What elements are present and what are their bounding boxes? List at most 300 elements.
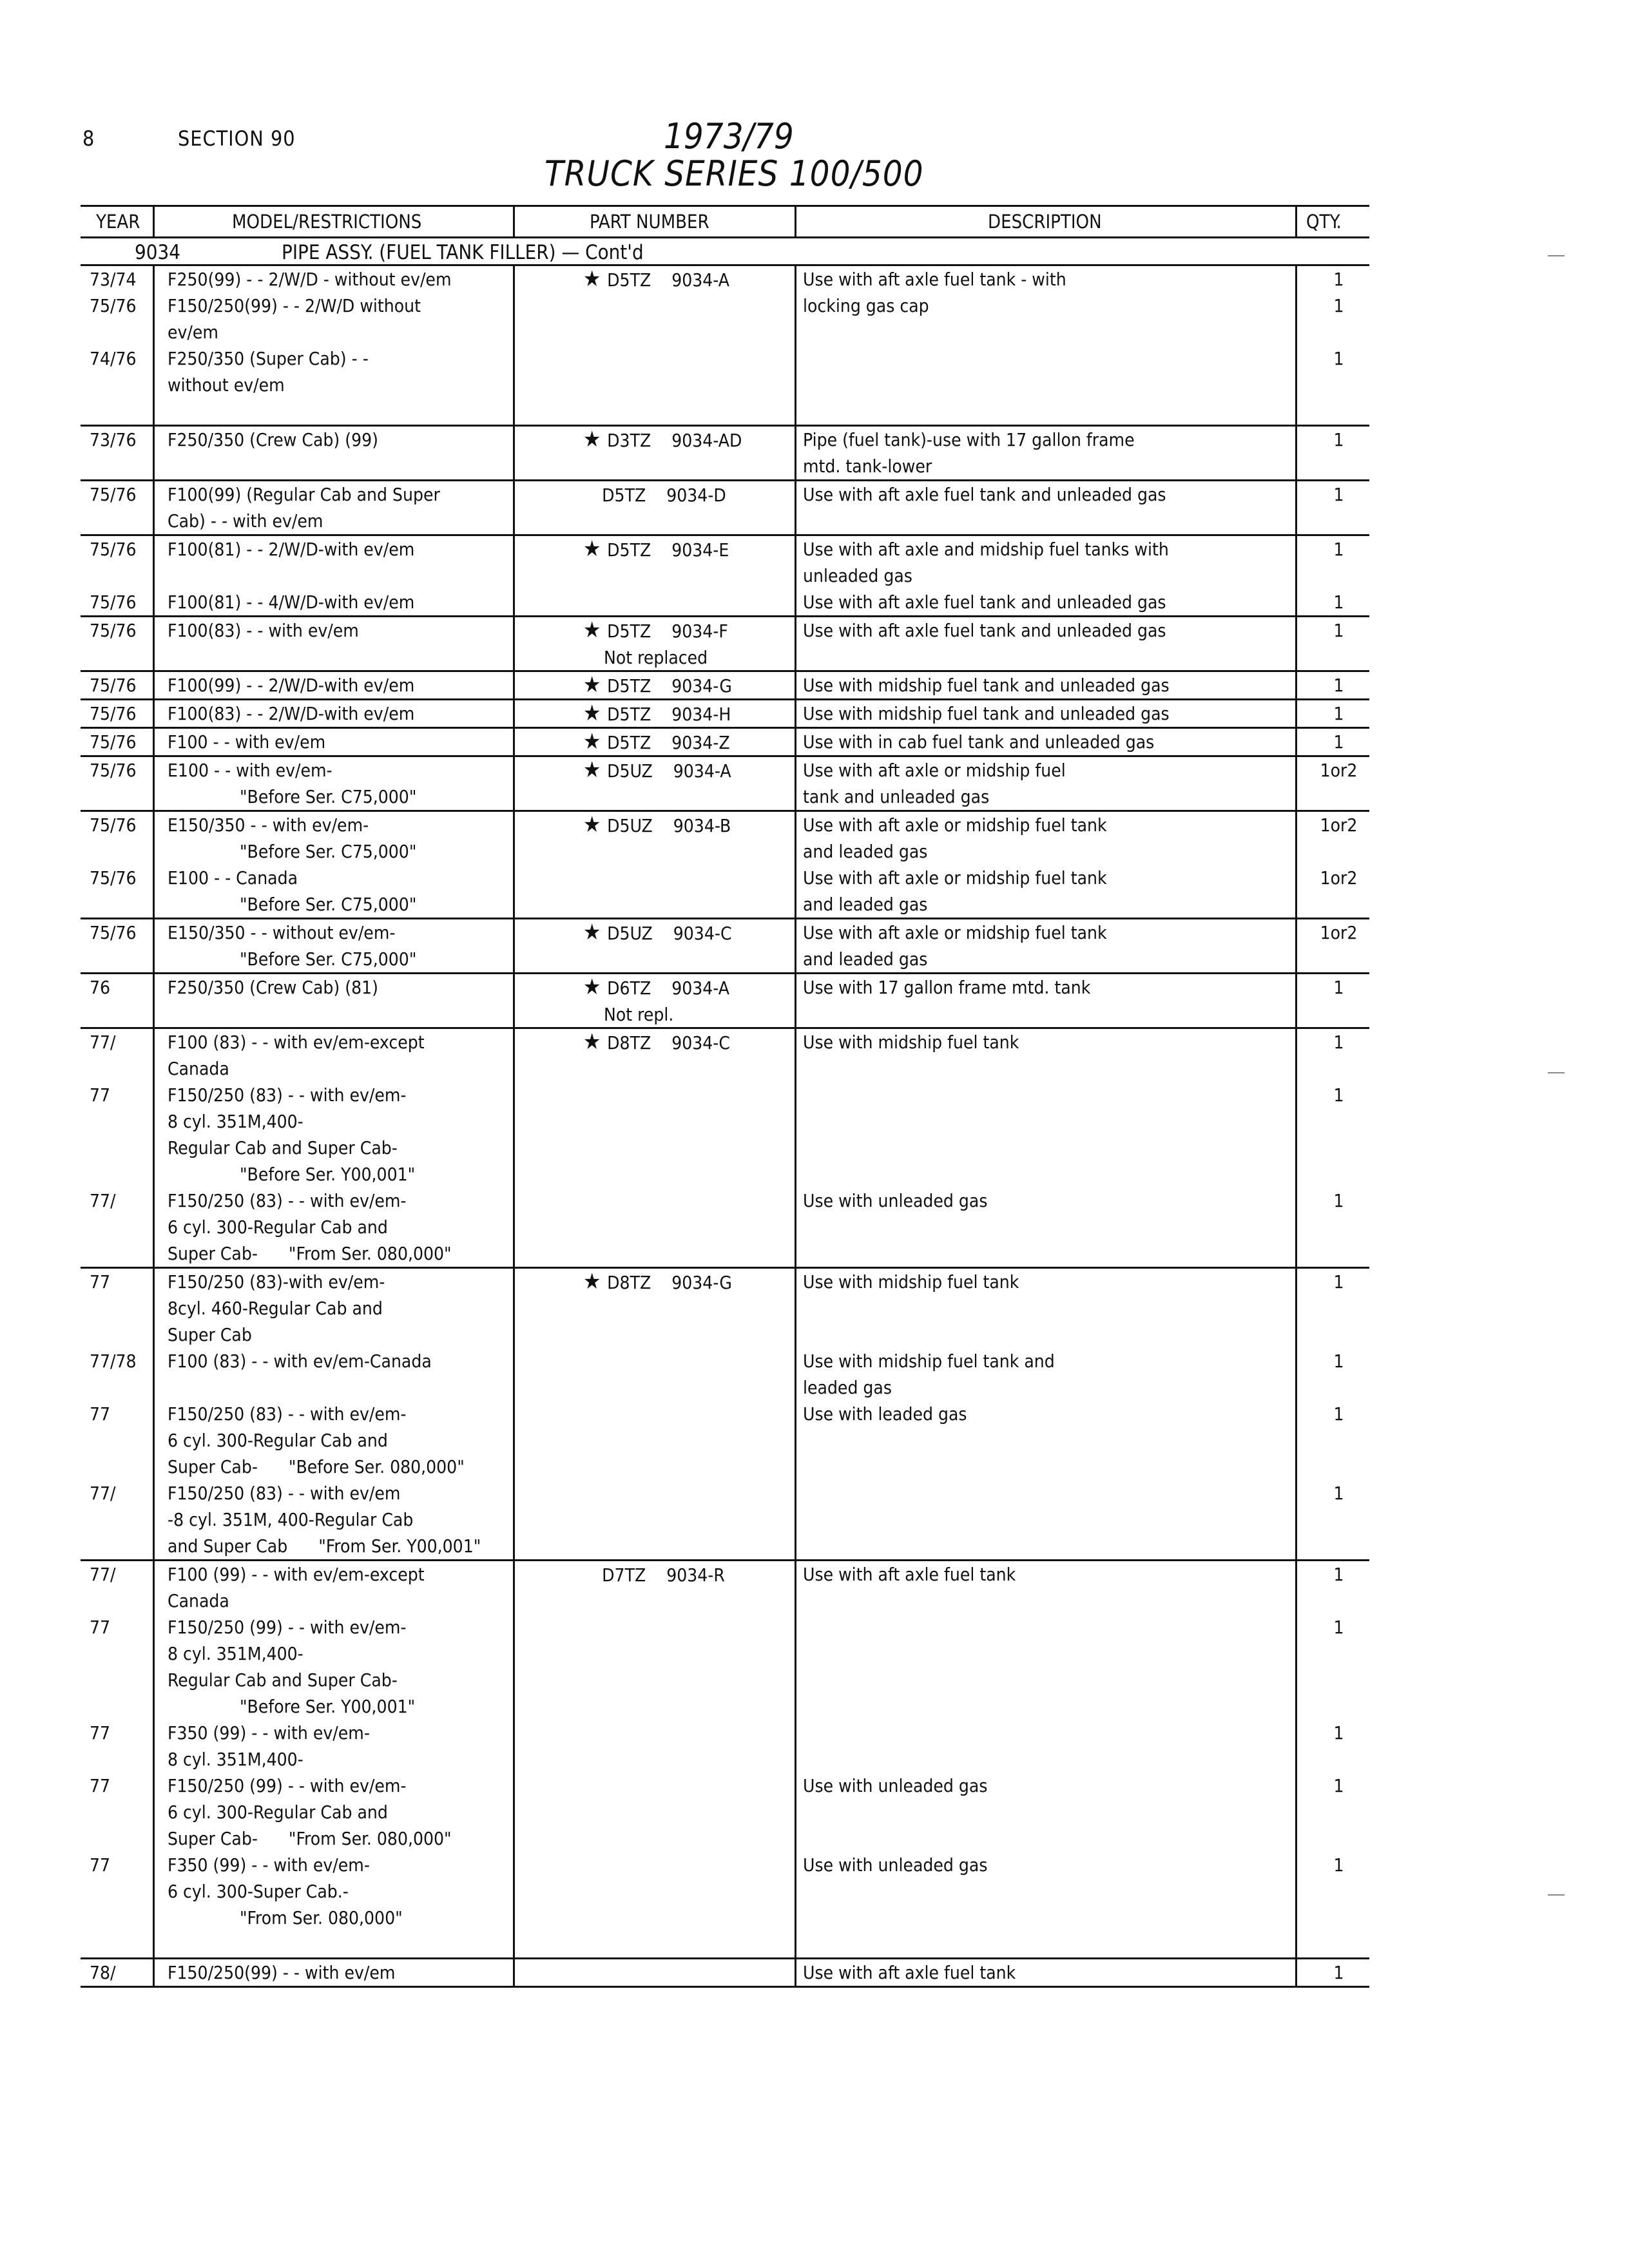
year-cell-line xyxy=(90,1321,154,1348)
model-cell-line: E100 - - with ev/em- xyxy=(168,760,333,781)
table-row xyxy=(81,266,1369,427)
description-cell-line xyxy=(803,1135,1312,1161)
year-cell-line xyxy=(90,1667,154,1693)
year-cell-line: 73/76 xyxy=(90,429,137,450)
qty-cell-line xyxy=(1308,1161,1369,1187)
star-icon: ★ xyxy=(583,700,608,726)
star-icon: ★ xyxy=(583,617,608,643)
model-cell-line: F150/250(99) - - with ev/em xyxy=(168,1962,396,1983)
model-cell-line: F150/250 (83) - - with ev/em- xyxy=(168,1084,407,1106)
star-icon: ★ xyxy=(583,1269,608,1294)
description-cell xyxy=(803,757,1312,810)
description-cell-line xyxy=(803,1614,1312,1640)
star-icon: ★ xyxy=(583,757,608,783)
year-cell-line: 77/ xyxy=(90,1483,116,1504)
qty-cell-line: 1 xyxy=(1333,1483,1344,1504)
description-cell-line: Use with aft axle fuel tank and unleaded gas xyxy=(803,591,1166,613)
table-row xyxy=(81,812,1369,919)
group-code: 9034 xyxy=(135,241,180,264)
year-cell-line xyxy=(90,1825,154,1852)
model-cell-line: 8 cyl. 351M,400- xyxy=(168,1111,304,1132)
description-cell-line: Use with midship fuel tank and unleaded gas xyxy=(803,675,1170,696)
description-cell-line: Use with aft axle fuel tank xyxy=(803,1962,1016,1983)
qty-cell-line: 1 xyxy=(1333,1564,1344,1585)
qty-cell-line xyxy=(1308,1454,1369,1480)
model-cell-line: 6 cyl. 300-Regular Cab and xyxy=(168,1216,388,1238)
part-number-text: D5UZ 9034-C xyxy=(607,923,732,944)
star-icon: ★ xyxy=(583,266,608,292)
qty-cell-line xyxy=(1308,319,1369,345)
qty-cell xyxy=(1308,427,1369,453)
year-cell-line: 77 xyxy=(90,1617,111,1638)
col-year-header: YEAR xyxy=(96,211,140,233)
description-cell-line xyxy=(803,1746,1312,1773)
year-cell-line: 75/76 xyxy=(90,295,137,316)
year-cell-line: 75/76 xyxy=(90,484,137,505)
description-cell xyxy=(803,1561,1312,1878)
model-cell-line: "From Ser. 080,000" xyxy=(168,1907,403,1928)
description-cell-line xyxy=(803,1161,1312,1187)
description-cell xyxy=(803,672,1312,698)
year-cell-line: 75/76 xyxy=(90,539,137,560)
qty-cell-line: 1 xyxy=(1333,703,1344,724)
qty-cell xyxy=(1308,919,1369,946)
year-cell xyxy=(90,974,154,1001)
year-cell-line: 77 xyxy=(90,1271,111,1293)
year-cell xyxy=(90,812,154,891)
qty-cell-line: 1 xyxy=(1333,1962,1344,1983)
part-number-text xyxy=(602,1963,607,1984)
model-cell-line: F250/350 (Crew Cab) (99) xyxy=(168,429,378,450)
model-cell-line: F250/350 (Super Cab) - - xyxy=(168,348,369,369)
page-number: 8 xyxy=(82,126,95,151)
table-row xyxy=(81,481,1369,536)
model-cell-line: Canada xyxy=(168,1590,229,1611)
year-cell-line xyxy=(90,1746,154,1773)
part-number-text: D5TZ 9034-G xyxy=(607,675,732,697)
description-cell-line: Use with midship fuel tank xyxy=(803,1271,1019,1293)
model-cell-line: F100(81) - - 2/W/D-with ev/em xyxy=(168,539,415,560)
year-cell-line: 76 xyxy=(90,977,111,998)
description-cell-line xyxy=(803,1825,1312,1852)
qty-cell-line: 1 xyxy=(1333,269,1344,290)
margin-mark xyxy=(1548,1072,1565,1073)
star-icon: ★ xyxy=(583,974,608,1000)
model-cell-line: 6 cyl. 300-Regular Cab and xyxy=(168,1802,388,1823)
model-cell-line: F150/250 (83) - - with ev/em- xyxy=(168,1190,407,1211)
part-number-text: D8TZ 9034-C xyxy=(607,1032,730,1053)
model-cell xyxy=(168,1029,580,1267)
col-part-header: PART NUMBER xyxy=(590,211,709,233)
table-row xyxy=(81,1029,1369,1269)
year-cell xyxy=(90,427,154,453)
description-cell-line xyxy=(803,1055,1312,1082)
model-cell-line: F100(83) - - 2/W/D-with ev/em xyxy=(168,703,415,724)
description-cell-line: tank and unleaded gas xyxy=(803,786,990,807)
qty-cell-line: 1or2 xyxy=(1320,867,1358,889)
year-cell-line: 77/ xyxy=(90,1190,116,1211)
title-years: 1973/79 xyxy=(664,116,794,157)
model-cell-line xyxy=(168,562,580,589)
year-cell-line: 75/76 xyxy=(90,814,137,836)
qty-cell xyxy=(1308,617,1369,644)
description-cell xyxy=(803,974,1312,1001)
model-cell-line: E150/350 - - without ev/em- xyxy=(168,922,396,943)
description-cell-line xyxy=(803,1693,1312,1720)
qty-cell-line: 1 xyxy=(1333,1403,1344,1425)
description-cell-line xyxy=(803,1799,1312,1825)
qty-cell-line: 1 xyxy=(1333,1190,1344,1211)
qty-cell-line: 1 xyxy=(1333,591,1344,613)
year-cell-line: 77 xyxy=(90,1084,111,1106)
qty-cell-line: 1 xyxy=(1333,484,1344,505)
model-cell-line: F100 (83) - - with ev/em-Canada xyxy=(168,1350,432,1372)
model-cell-line: "Before Ser. C75,000" xyxy=(168,948,417,970)
description-cell-line: Use with in cab fuel tank and unleaded gas xyxy=(803,731,1155,753)
description-cell-line xyxy=(803,1108,1312,1135)
table-row xyxy=(81,427,1369,481)
description-cell-line: unleaded gas xyxy=(803,565,912,586)
part-number-text: Not replaced xyxy=(604,647,708,668)
description-cell-line: Use with aft axle or midship fuel xyxy=(803,760,1066,781)
part-number-text: D5UZ 9034-B xyxy=(607,815,731,836)
qty-cell xyxy=(1308,672,1369,698)
table-row xyxy=(81,1561,1369,1959)
description-cell-line xyxy=(803,1082,1312,1108)
star-icon xyxy=(583,1959,602,1985)
model-cell xyxy=(168,700,580,727)
qty-cell xyxy=(1308,1959,1369,1986)
table-row xyxy=(81,672,1369,700)
qty-cell-line xyxy=(1308,1588,1369,1614)
description-cell-line: Use with aft axle fuel tank - with xyxy=(803,269,1066,290)
col-description-header: DESCRIPTION xyxy=(988,211,1102,233)
qty-cell-line: 1 xyxy=(1333,1722,1344,1744)
description-cell-line xyxy=(803,1588,1312,1614)
model-cell-line: F150/250 (83)-with ev/em- xyxy=(168,1271,385,1293)
table-row xyxy=(81,617,1369,672)
description-cell-line: Use with aft axle fuel tank and unleaded gas xyxy=(803,484,1166,505)
description-cell-line xyxy=(803,1295,1312,1321)
year-cell-line xyxy=(90,1878,154,1905)
qty-cell-line xyxy=(1308,1427,1369,1454)
description-cell-line: and leaded gas xyxy=(803,894,928,915)
model-cell-line: 8cyl. 460-Regular Cab and xyxy=(168,1298,383,1319)
qty-cell-line: 1 xyxy=(1333,731,1344,753)
qty-cell-line xyxy=(1308,1667,1369,1693)
description-cell-line: and leaded gas xyxy=(803,948,928,970)
model-cell-line: Super Cab- "Before Ser. 080,000" xyxy=(168,1456,465,1477)
year-cell-line: 77/ xyxy=(90,1564,116,1585)
part-number-text: Not repl. xyxy=(604,1004,674,1025)
group-heading xyxy=(81,238,1369,266)
part-note xyxy=(583,644,867,671)
year-cell-line: 75/76 xyxy=(90,731,137,753)
star-icon xyxy=(583,481,602,507)
part-number-text: D5TZ 9034-E xyxy=(607,539,729,561)
year-cell-line: 77 xyxy=(90,1775,111,1796)
qty-cell-line xyxy=(1308,562,1369,589)
description-cell xyxy=(803,729,1312,755)
description-cell-line: locking gas cap xyxy=(803,295,929,316)
description-cell xyxy=(803,1029,1312,1214)
model-cell-line: Super Cab xyxy=(168,1324,252,1345)
year-cell xyxy=(90,757,154,783)
model-cell-line: "Before Ser. C75,000" xyxy=(168,894,417,915)
part-number-text: D5TZ 9034-F xyxy=(607,620,728,642)
model-cell-line xyxy=(168,1374,580,1401)
description-cell-line: Use with midship fuel tank and xyxy=(803,1350,1055,1372)
year-cell xyxy=(90,1269,154,1506)
col-model-header: MODEL/RESTRICTIONS xyxy=(232,211,422,233)
description-cell xyxy=(803,266,1312,319)
model-cell-line: F100 (99) - - with ev/em-except xyxy=(168,1564,425,1585)
description-cell-line: Use with aft axle or midship fuel tank xyxy=(803,814,1107,836)
model-cell xyxy=(168,481,580,534)
model-cell-line: F150/250 (99) - - with ev/em- xyxy=(168,1775,407,1796)
description-cell-line: Use with leaded gas xyxy=(803,1403,967,1425)
model-cell-line: F100(99) - - 2/W/D-with ev/em xyxy=(168,675,415,696)
description-cell xyxy=(803,1959,1312,1986)
model-cell-line: F100 - - with ev/em xyxy=(168,731,326,753)
model-cell-line: Super Cab- "From Ser. 080,000" xyxy=(168,1243,452,1264)
year-cell-line: 75/76 xyxy=(90,591,137,613)
table-row xyxy=(81,729,1369,757)
year-cell xyxy=(90,1959,154,1986)
model-cell-line: 8 cyl. 351M,400- xyxy=(168,1643,304,1664)
model-cell-line: F150/250(99) - - 2/W/D without xyxy=(168,295,421,316)
table-row xyxy=(81,700,1369,729)
qty-cell-line xyxy=(1308,838,1369,865)
year-cell xyxy=(90,729,154,755)
qty-cell-line: 1 xyxy=(1333,620,1344,641)
description-cell xyxy=(803,427,1312,479)
description-cell xyxy=(803,536,1312,615)
description-cell-line xyxy=(803,1321,1312,1348)
qty-cell xyxy=(1308,757,1369,783)
description-cell xyxy=(803,617,1312,644)
star-icon: ★ xyxy=(583,672,608,698)
star-icon: ★ xyxy=(583,427,608,452)
year-cell-line: 77 xyxy=(90,1854,111,1876)
model-cell-line: ev/em xyxy=(168,322,218,343)
qty-cell-line xyxy=(1308,1055,1369,1082)
qty-cell-line: 1 xyxy=(1333,1775,1344,1796)
model-cell xyxy=(168,1959,580,1986)
model-cell-line: Cab) - - with ev/em xyxy=(168,510,323,532)
qty-cell-line: 1 xyxy=(1333,295,1344,316)
year-cell xyxy=(90,481,154,508)
group-title: PIPE ASSY. (FUEL TANK FILLER) — Cont'd xyxy=(282,241,644,264)
description-cell-line xyxy=(803,1640,1312,1667)
year-cell-line: 75/76 xyxy=(90,922,137,943)
part-number-text: D6TZ 9034-A xyxy=(607,977,729,999)
part-number-text: D5TZ 9034-D xyxy=(602,485,726,506)
parts-table xyxy=(81,205,1369,1988)
qty-cell-line: 1 xyxy=(1333,539,1344,560)
section-label: SECTION 90 xyxy=(178,126,296,151)
model-cell-line: F350 (99) - - with ev/em- xyxy=(168,1722,370,1744)
model-cell-line: -8 cyl. 351M, 400-Regular Cab xyxy=(168,1509,414,1530)
year-cell-line: 74/76 xyxy=(90,348,137,369)
model-cell-line: and Super Cab "From Ser. Y00,001" xyxy=(168,1535,481,1557)
qty-cell-line: 1 xyxy=(1333,1032,1344,1053)
model-cell xyxy=(168,672,580,698)
description-cell xyxy=(803,919,1312,972)
qty-cell-line: 1 xyxy=(1333,1271,1344,1293)
qty-cell-line: 1 xyxy=(1333,1350,1344,1372)
year-cell-line xyxy=(90,1931,154,1957)
model-cell-line: E100 - - Canada xyxy=(168,867,298,889)
year-cell xyxy=(90,617,154,644)
year-cell xyxy=(90,672,154,698)
table-row xyxy=(81,1959,1369,1988)
description-cell xyxy=(803,812,1312,918)
description-cell-line: Use with aft axle or midship fuel tank xyxy=(803,867,1107,889)
model-cell-line: "Before Ser. C75,000" xyxy=(168,841,417,862)
table-header xyxy=(81,205,1369,238)
description-cell-line: Use with 17 gallon frame mtd. tank xyxy=(803,977,1091,998)
part-number-text: D5TZ 9034-A xyxy=(607,269,729,291)
qty-cell-line xyxy=(1308,1321,1369,1348)
model-cell-line: F150/250 (99) - - with ev/em- xyxy=(168,1617,407,1638)
star-icon: ★ xyxy=(583,919,608,945)
part-number-text: D3TZ 9034-AD xyxy=(607,430,742,451)
model-cell-line: F250(99) - - 2/W/D - without ev/em xyxy=(168,269,452,290)
year-cell-line xyxy=(90,838,154,865)
model-cell xyxy=(168,1561,580,1931)
description-cell xyxy=(803,1269,1312,1427)
year-cell-line xyxy=(90,1905,154,1931)
year-cell-line xyxy=(90,1427,154,1454)
qty-cell xyxy=(1308,536,1369,615)
title-series: TRUCK SERIES 100/500 xyxy=(545,153,924,194)
qty-cell-line: 1or2 xyxy=(1320,760,1358,781)
description-cell-line: Pipe (fuel tank)-use with 17 gallon frame xyxy=(803,429,1135,450)
model-cell xyxy=(168,536,580,615)
qty-cell-line xyxy=(1308,1799,1369,1825)
star-icon: ★ xyxy=(583,536,608,562)
description-cell-line: Use with aft axle or midship fuel tank xyxy=(803,922,1107,943)
model-cell-line: F100(83) - - with ev/em xyxy=(168,620,359,641)
model-cell-line: F100(99) (Regular Cab and Super xyxy=(168,484,440,505)
model-cell-line: F100 (83) - - with ev/em-except xyxy=(168,1032,425,1053)
star-icon: ★ xyxy=(583,729,608,754)
model-cell-line: F100(81) - - 4/W/D-with ev/em xyxy=(168,591,415,613)
year-cell-line: 75/76 xyxy=(90,703,137,724)
year-cell xyxy=(90,1029,154,1214)
model-cell xyxy=(168,974,580,1001)
year-cell-line xyxy=(90,1135,154,1161)
margin-mark xyxy=(1548,1894,1565,1896)
part-number-text: D8TZ 9034-G xyxy=(607,1272,732,1293)
description-cell-line: and leaded gas xyxy=(803,841,928,862)
model-cell-line: without ev/em xyxy=(168,374,285,396)
description-cell-line: Use with midship fuel tank xyxy=(803,1032,1019,1053)
year-cell-line xyxy=(90,1374,154,1401)
description-cell-line: Use with midship fuel tank and unleaded gas xyxy=(803,703,1170,724)
model-cell xyxy=(168,266,580,398)
star-icon xyxy=(583,1561,602,1587)
description-cell-line: mtd. tank-lower xyxy=(803,456,932,477)
model-cell-line: Canada xyxy=(168,1058,229,1079)
qty-cell-line: 1or2 xyxy=(1320,814,1358,836)
description-cell-line: Use with aft axle fuel tank and unleaded gas xyxy=(803,620,1166,641)
year-cell-line xyxy=(90,1799,154,1825)
description-cell xyxy=(803,700,1312,727)
model-cell xyxy=(168,919,580,972)
description-cell-line: Use with unleaded gas xyxy=(803,1775,988,1796)
qty-cell xyxy=(1308,729,1369,755)
year-cell-line: 78/ xyxy=(90,1962,116,1983)
year-cell-line xyxy=(90,1055,154,1082)
year-cell-line: 75/76 xyxy=(90,620,137,641)
model-cell xyxy=(168,427,580,453)
model-cell-line: 6 cyl. 300-Super Cab.- xyxy=(168,1881,349,1902)
qty-cell xyxy=(1308,1269,1369,1506)
part-number-text: D5TZ 9034-H xyxy=(607,704,731,725)
table-row xyxy=(81,757,1369,812)
model-cell-line: "Before Ser. Y00,001" xyxy=(168,1164,416,1185)
year-cell-line: 77 xyxy=(90,1722,111,1744)
star-icon: ★ xyxy=(583,812,608,838)
model-cell-line: F350 (99) - - with ev/em- xyxy=(168,1854,370,1876)
qty-cell-line: 1 xyxy=(1333,675,1344,696)
table-row xyxy=(81,536,1369,617)
model-cell-line: "Before Ser. Y00,001" xyxy=(168,1696,416,1717)
year-cell-line: 75/76 xyxy=(90,867,137,889)
qty-cell xyxy=(1308,1029,1369,1214)
margin-mark xyxy=(1548,255,1565,256)
qty-cell-line: 1 xyxy=(1333,348,1344,369)
qty-cell xyxy=(1308,812,1369,891)
year-cell-line xyxy=(90,1640,154,1667)
qty-cell-line xyxy=(1308,1135,1369,1161)
year-cell xyxy=(90,266,154,372)
model-cell xyxy=(168,729,580,755)
qty-cell-line xyxy=(1308,1825,1369,1852)
qty-cell-line xyxy=(1308,1746,1369,1773)
year-cell-line: 77 xyxy=(90,1403,111,1425)
year-cell xyxy=(90,919,154,946)
model-cell xyxy=(168,617,580,644)
qty-cell xyxy=(1308,700,1369,727)
part-number-text: D7TZ 9034-R xyxy=(602,1564,725,1586)
qty-cell-line: 1or2 xyxy=(1320,922,1358,943)
year-cell xyxy=(90,536,154,615)
model-cell-line: F150/250 (83) - - with ev/em- xyxy=(168,1403,407,1425)
description-cell-line xyxy=(803,1720,1312,1746)
qty-cell-line: 1 xyxy=(1333,977,1344,998)
model-cell-line: Regular Cab and Super Cab- xyxy=(168,1669,398,1691)
model-cell xyxy=(168,1269,580,1559)
model-cell-line: "Before Ser. C75,000" xyxy=(168,786,417,807)
qty-cell-line: 1 xyxy=(1333,1854,1344,1876)
description-cell-line: Use with aft axle fuel tank xyxy=(803,1564,1016,1585)
qty-cell xyxy=(1308,481,1369,508)
model-cell-line: 8 cyl. 351M,400- xyxy=(168,1749,304,1770)
model-cell-line: 6 cyl. 300-Regular Cab and xyxy=(168,1430,388,1451)
year-cell-line xyxy=(90,1295,154,1321)
table-row xyxy=(81,1269,1369,1561)
table-row xyxy=(81,974,1369,1029)
qty-cell-line xyxy=(1308,1295,1369,1321)
description-cell-line: leaded gas xyxy=(803,1377,892,1398)
qty-cell xyxy=(1308,974,1369,1001)
year-cell-line: 73/74 xyxy=(90,269,137,290)
col-qty-header: QTY. xyxy=(1306,211,1342,233)
model-cell-line: Regular Cab and Super Cab- xyxy=(168,1137,398,1158)
